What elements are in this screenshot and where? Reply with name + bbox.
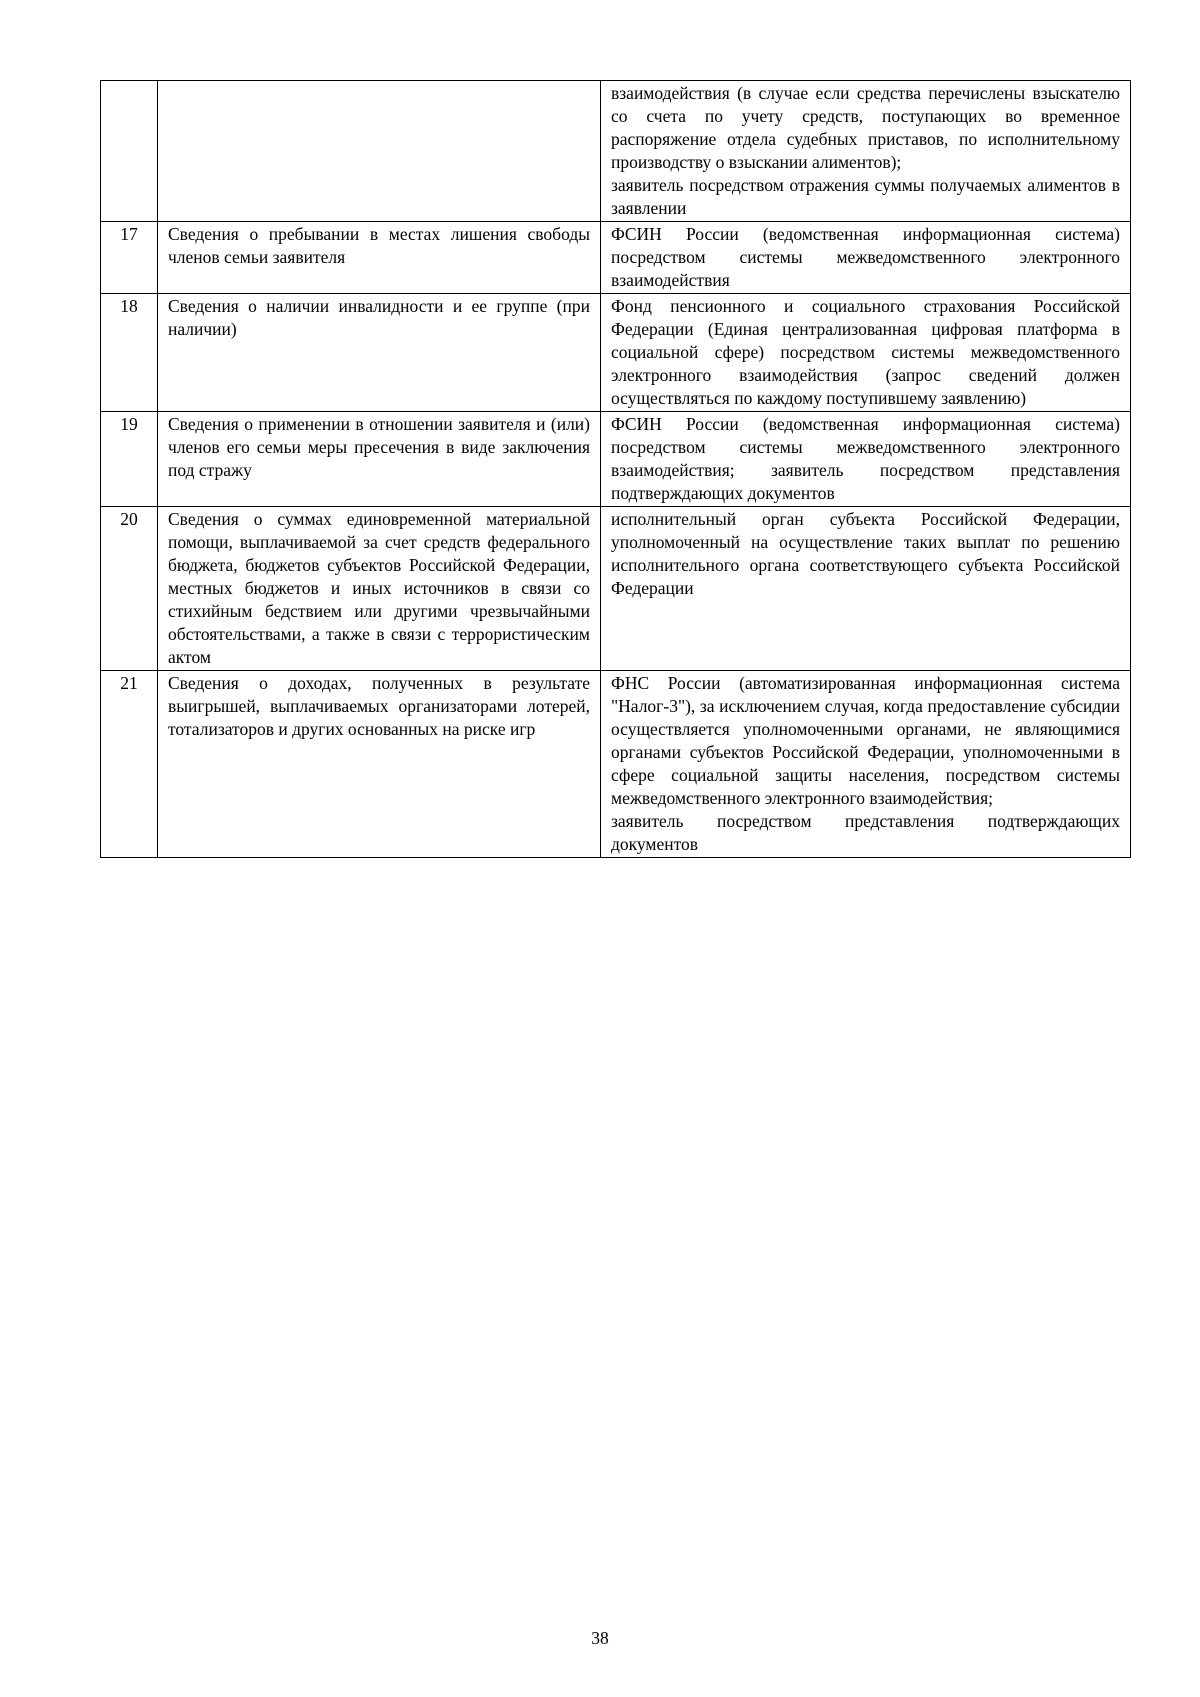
row-number: 21 xyxy=(101,671,158,858)
row-number: 18 xyxy=(101,294,158,412)
row-number xyxy=(101,81,158,222)
info-cell: Сведения о доходах, полученных в результате выигрышей, выплачиваемых организаторами лотерей, тотализаторов и других основанных на риске игр xyxy=(158,671,601,858)
source-paragraph: ФНС России (автоматизированная информационная система "Налог-3"), за исключением случая, когда предоставление субсидии осуществляется уполномоченными органами, не являющимися органами субъектов Российской Федерации, уполномоченными в сфере социальной защиты населения, посредством системы межведомственного электронного взаимодействия; xyxy=(611,673,1120,808)
info-cell: Сведения о наличии инвалидности и ее группе (при наличии) xyxy=(158,294,601,412)
row-number: 19 xyxy=(101,412,158,507)
source-paragraph: Фонд пенсионного и социального страхования Российской Федерации (Единая централизованная цифровая платформа в социальной сфере) посредством системы межведомственного электронного взаимодействия (запрос сведений должен осуществляться по каждому поступившему заявлению) xyxy=(611,296,1120,408)
table-row xyxy=(101,507,1131,671)
page-number: 38 xyxy=(591,1628,609,1648)
table-row xyxy=(101,412,1131,507)
info-cell: Сведения о суммах единовременной материальной помощи, выплачиваемой за счет средств федерального бюджета, бюджетов субъектов Российской Федерации, местных бюджетов и иных источников в связи со стихийным бедствием или другими чрезвычайными обстоятельствами, а также в связи с террористическим актом xyxy=(158,507,601,671)
source-cell xyxy=(601,81,1131,222)
row-number: 20 xyxy=(101,507,158,671)
source-cell xyxy=(601,412,1131,507)
info-cell: Сведения о применении в отношении заявителя и (или) членов его семьи меры пресечения в виде заключения под стражу xyxy=(158,412,601,507)
document-table-container xyxy=(100,80,1130,858)
info-cell xyxy=(158,81,601,222)
info-cell: Сведения о пребывании в местах лишения свободы членов семьи заявителя xyxy=(158,222,601,294)
source-paragraph: ФСИН России (ведомственная информационная система) посредством системы межведомственного электронного взаимодействия xyxy=(611,224,1120,290)
table-row xyxy=(101,294,1131,412)
source-cell xyxy=(601,222,1131,294)
source-paragraph: заявитель посредством представления подтверждающих документов xyxy=(611,811,1120,854)
row-number: 17 xyxy=(101,222,158,294)
table-row xyxy=(101,222,1131,294)
source-paragraph: взаимодействия (в случае если средства перечислены взыскателю со счета по учету средств, поступающих во временное распоряжение отдела судебных приставов, по исполнительному производству о взыскании алиментов); xyxy=(611,83,1120,172)
source-cell xyxy=(601,671,1131,858)
source-paragraph: исполнительный орган субъекта Российской Федерации, уполномоченный на осуществление таких выплат по решению исполнительного органа соответствующего субъекта Российской Федерации xyxy=(611,509,1120,598)
source-cell xyxy=(601,507,1131,671)
source-paragraph: заявитель посредством отражения суммы получаемых алиментов в заявлении xyxy=(611,175,1120,218)
table-row xyxy=(101,81,1131,222)
source-paragraph: ФСИН России (ведомственная информационная система) посредством системы межведомственного электронного взаимодействия; заявитель посредством представления подтверждающих документов xyxy=(611,414,1120,503)
source-cell xyxy=(601,294,1131,412)
table-row xyxy=(101,671,1131,858)
document-table xyxy=(100,80,1131,858)
